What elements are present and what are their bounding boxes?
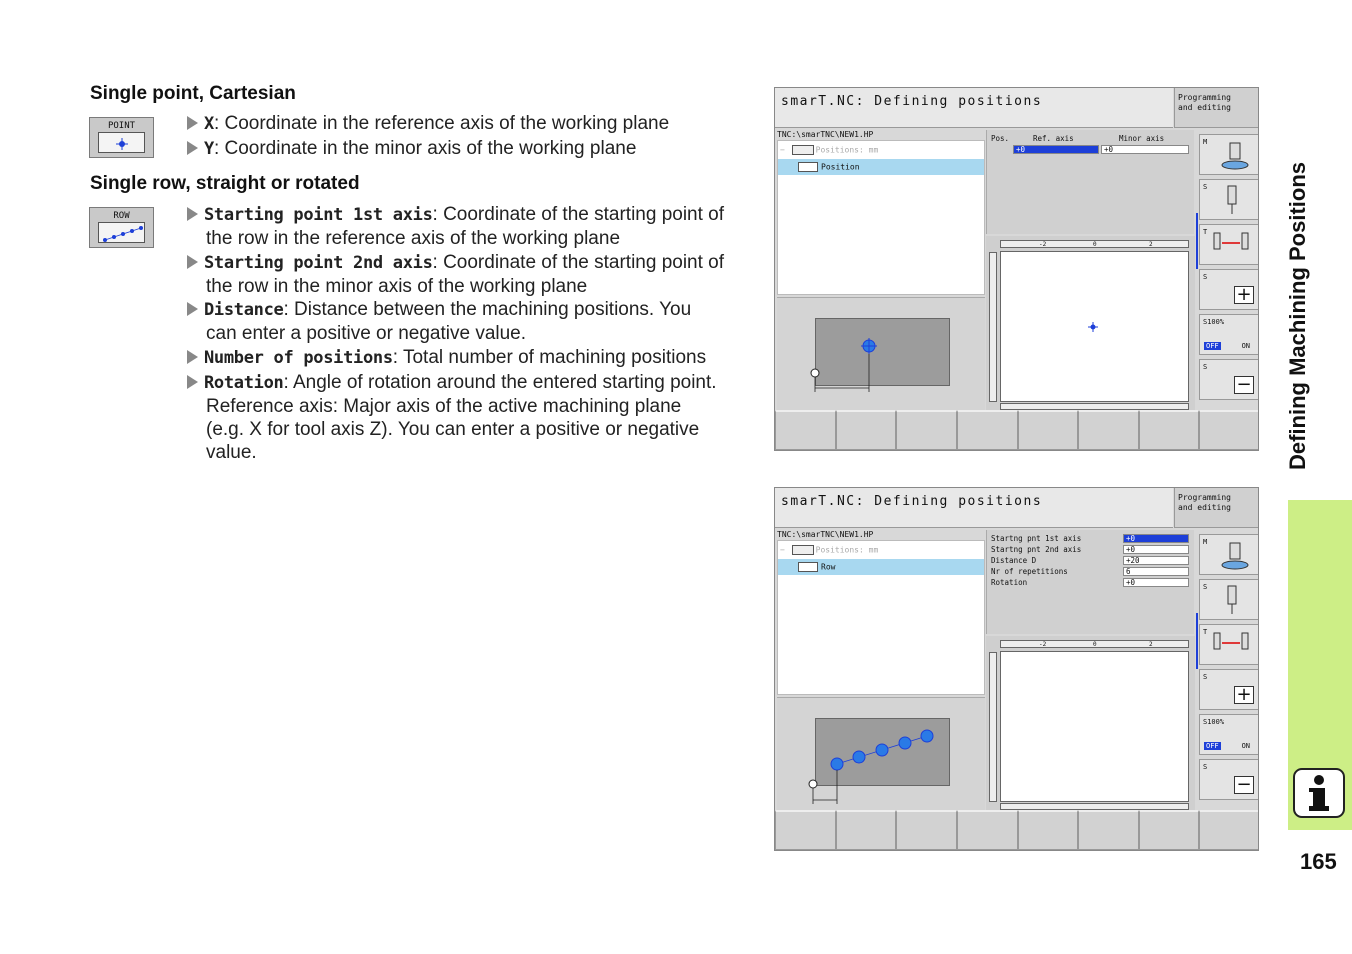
tool-icon <box>1222 184 1242 216</box>
m-key[interactable] <box>1199 134 1259 175</box>
mode-indicator <box>1174 88 1259 128</box>
key-label: S100% <box>1203 318 1225 326</box>
ref-axis-input[interactable]: +0 <box>1013 145 1099 154</box>
field-label: Distance D <box>991 556 1037 565</box>
tnc-screen-row <box>774 487 1259 851</box>
chapter-title: Defining Machining Positions <box>1285 162 1310 470</box>
graphics-window <box>986 636 1195 812</box>
row-softkey-image <box>89 207 154 248</box>
param-text: : Coordinate of the starting point of <box>432 252 725 273</box>
param-text-cont: the row in the minor axis of the working plane <box>206 276 588 297</box>
positions-icon <box>792 545 814 555</box>
row-points-icon <box>99 223 146 245</box>
point-softkey-graphic <box>98 132 145 153</box>
field-label: Startng pnt 2nd axis <box>991 545 1082 554</box>
param-code: Distance <box>204 300 284 320</box>
param-code: Rotation <box>204 373 284 393</box>
spindle-icon <box>1220 541 1250 571</box>
plus-icon: + <box>1234 286 1254 304</box>
row-icon <box>798 562 818 572</box>
file-path: TNC:\smarTNC\NEW1.HP <box>777 130 874 139</box>
bullet-triangle-icon <box>187 141 198 155</box>
bullet-triangle-icon <box>187 350 198 364</box>
col-minor-label: Minor axis <box>1119 134 1165 143</box>
graphics-window <box>986 236 1195 412</box>
point-softkey-label: POINT <box>107 121 136 131</box>
key-label: M <box>1203 538 1208 546</box>
tool-change-icon <box>1210 629 1254 661</box>
point-softkey-image <box>89 117 154 158</box>
s100-key[interactable] <box>1199 314 1259 355</box>
list-item <box>187 251 747 298</box>
info-glyph <box>1295 770 1343 816</box>
active-indicator <box>1196 213 1198 269</box>
key-label: T <box>1203 228 1208 236</box>
mode-indicator <box>1174 488 1259 528</box>
field-label: Nr of repetitions <box>991 567 1068 576</box>
key-label: S <box>1203 273 1208 281</box>
softkey[interactable] <box>836 410 897 450</box>
plot-area <box>1000 651 1189 802</box>
list-item <box>187 346 747 370</box>
crosshair-icon <box>99 133 146 155</box>
file-path: TNC:\smarTNC\NEW1.HP <box>777 530 874 539</box>
screen-title: smarT.NC: Defining positions <box>781 494 1043 509</box>
param-text: : Coordinate in the minor axis of the working plane <box>213 138 637 159</box>
softkey[interactable] <box>1139 410 1200 450</box>
program-tree <box>777 540 985 695</box>
position-form <box>986 130 1194 234</box>
mode-line: and editing <box>1178 503 1231 512</box>
param-text-cont: value. <box>206 442 257 463</box>
ruler-tick: 0 <box>1093 641 1097 648</box>
softkey[interactable] <box>1139 810 1200 850</box>
screen-header <box>775 488 1173 528</box>
field-label: Rotation <box>991 578 1028 587</box>
bullet-triangle-icon <box>187 207 198 221</box>
param-text-cont: can enter a positive or negative value. <box>206 323 527 344</box>
col-pos-label: Pos. <box>991 134 1010 143</box>
s-key[interactable] <box>1199 179 1259 220</box>
softkey[interactable] <box>775 810 836 850</box>
on-label: ON <box>1241 342 1250 350</box>
tree-item-position[interactable] <box>778 159 984 175</box>
list-item <box>187 371 747 464</box>
section-title-point: Single point, Cartesian <box>90 83 296 104</box>
softkey[interactable] <box>1078 810 1139 850</box>
param-code: X <box>204 114 214 134</box>
m-key[interactable] <box>1199 534 1259 575</box>
rotation-input[interactable]: +0 <box>1123 578 1189 587</box>
ruler-vertical <box>989 652 997 802</box>
ruler-vertical <box>989 252 997 402</box>
start-2nd-input[interactable]: +0 <box>1123 545 1189 554</box>
softkey[interactable] <box>836 810 897 850</box>
param-text: : Total number of machining positions <box>392 347 707 368</box>
softkey-bar <box>775 810 1259 850</box>
key-label: S <box>1203 183 1208 191</box>
help-graphic <box>777 297 985 410</box>
off-label: OFF <box>1206 742 1219 750</box>
tree-root-label: Positions: mm <box>815 145 879 155</box>
ruler-tick: -2 <box>1039 241 1047 248</box>
softkey-bar <box>775 410 1259 450</box>
key-label: S <box>1203 363 1208 371</box>
s-key[interactable] <box>1199 579 1259 620</box>
spindle-icon <box>1220 141 1250 171</box>
s100-key[interactable] <box>1199 714 1259 755</box>
softkey[interactable] <box>896 410 957 450</box>
bullet-triangle-icon <box>187 375 198 389</box>
tool-change-icon <box>1210 229 1254 261</box>
param-text: : Coordinate of the starting point of <box>432 204 725 225</box>
minus-icon: − <box>1234 376 1254 394</box>
col-ref-label: Ref. axis <box>1033 134 1074 143</box>
side-softkeys <box>1198 530 1259 810</box>
distance-input[interactable]: +20 <box>1123 556 1189 565</box>
tool-icon <box>1222 584 1242 616</box>
plot-area <box>1000 251 1189 402</box>
param-text-cont: (e.g. X for tool axis Z). You can enter a positive or negative <box>206 419 700 440</box>
row-softkey-label: ROW <box>113 211 130 221</box>
ruler-tick: 2 <box>1149 241 1153 248</box>
horizontal-scrollbar[interactable] <box>1000 403 1189 410</box>
s-minus-key[interactable] <box>1199 359 1259 400</box>
tree-root-label: Positions: mm <box>815 545 879 555</box>
softkey[interactable] <box>775 410 836 450</box>
list-item <box>187 137 747 161</box>
softkey[interactable] <box>1199 810 1259 850</box>
mode-line: Programming <box>1178 493 1231 502</box>
ruler-horizontal <box>1000 640 1189 648</box>
bullet-triangle-icon <box>187 116 198 130</box>
softkey[interactable] <box>1018 410 1079 450</box>
key-label: S <box>1203 673 1208 681</box>
tnc-screen-point <box>774 87 1259 451</box>
page-number: 165 <box>1300 849 1337 874</box>
list-item <box>187 112 747 136</box>
help-graphic <box>777 697 985 810</box>
point-icon <box>798 162 818 172</box>
bullet-triangle-icon <box>187 255 198 269</box>
bullet-triangle-icon <box>187 302 198 316</box>
param-code: Starting point 1st axis <box>204 205 433 225</box>
param-text: : Angle of rotation around the entered starting point. <box>283 372 717 393</box>
param-code: Starting point 2nd axis <box>204 253 433 273</box>
on-label: ON <box>1241 742 1250 750</box>
s-minus-key[interactable] <box>1199 759 1259 800</box>
param-code: Number of positions <box>204 348 393 368</box>
mode-line: Programming <box>1178 93 1231 102</box>
row-form <box>986 530 1194 634</box>
list-item <box>187 298 747 345</box>
screen-header <box>775 88 1173 128</box>
program-tree <box>777 140 985 295</box>
softkey[interactable] <box>896 810 957 850</box>
softkey[interactable] <box>1018 810 1079 850</box>
position-marker-icon <box>1001 252 1188 402</box>
param-text: : Coordinate in the reference axis of the working plane <box>213 113 670 134</box>
ruler-horizontal <box>1000 240 1189 248</box>
param-text-cont: the row in the reference axis of the working plane <box>206 228 621 249</box>
s-plus-key[interactable] <box>1199 669 1259 710</box>
tree-item-label: Position <box>821 162 860 172</box>
tree-root[interactable]: − Positions: mm <box>780 145 879 155</box>
screen-title: smarT.NC: Defining positions <box>781 94 1043 109</box>
tree-item-row[interactable] <box>778 559 984 575</box>
softkey[interactable] <box>1199 410 1259 450</box>
row-dimension-icon <box>777 698 985 811</box>
t-key[interactable] <box>1199 224 1259 265</box>
positions-icon <box>792 145 814 155</box>
softkey[interactable] <box>957 410 1018 450</box>
key-label: M <box>1203 138 1208 146</box>
key-label: T <box>1203 628 1208 636</box>
minor-axis-input[interactable]: +0 <box>1101 145 1189 154</box>
key-label: S <box>1203 763 1208 771</box>
horizontal-scrollbar[interactable] <box>1000 803 1189 810</box>
param-code: Y <box>204 139 214 159</box>
s-plus-key[interactable] <box>1199 269 1259 310</box>
param-text: : Distance between the machining positions. You <box>283 299 692 320</box>
info-icon[interactable] <box>1293 768 1345 818</box>
list-item <box>187 203 747 250</box>
ruler-tick: 0 <box>1093 241 1097 248</box>
minus-icon: − <box>1234 776 1254 794</box>
ruler-tick: 2 <box>1149 641 1153 648</box>
row-softkey-graphic <box>98 222 145 243</box>
active-indicator <box>1196 613 1198 669</box>
param-text-cont: Reference axis: Major axis of the active machining plane <box>206 396 682 417</box>
softkey[interactable] <box>1078 410 1139 450</box>
side-softkeys <box>1198 130 1259 410</box>
key-label: S <box>1203 583 1208 591</box>
tree-root[interactable]: − Positions: mm <box>780 545 879 555</box>
ruler-tick: -2 <box>1039 641 1047 648</box>
off-label: OFF <box>1206 342 1219 350</box>
plus-icon: + <box>1234 686 1254 704</box>
start-1st-input[interactable]: +0 <box>1123 534 1189 543</box>
t-key[interactable] <box>1199 624 1259 665</box>
field-label: Startng pnt 1st axis <box>991 534 1082 543</box>
mode-line: and editing <box>1178 103 1231 112</box>
point-dimension-icon <box>777 298 985 411</box>
repetitions-input[interactable]: 6 <box>1123 567 1189 576</box>
key-label: S100% <box>1203 718 1225 726</box>
section-title-row: Single row, straight or rotated <box>90 173 360 194</box>
tree-item-label: Row <box>821 562 836 572</box>
softkey[interactable] <box>957 810 1018 850</box>
